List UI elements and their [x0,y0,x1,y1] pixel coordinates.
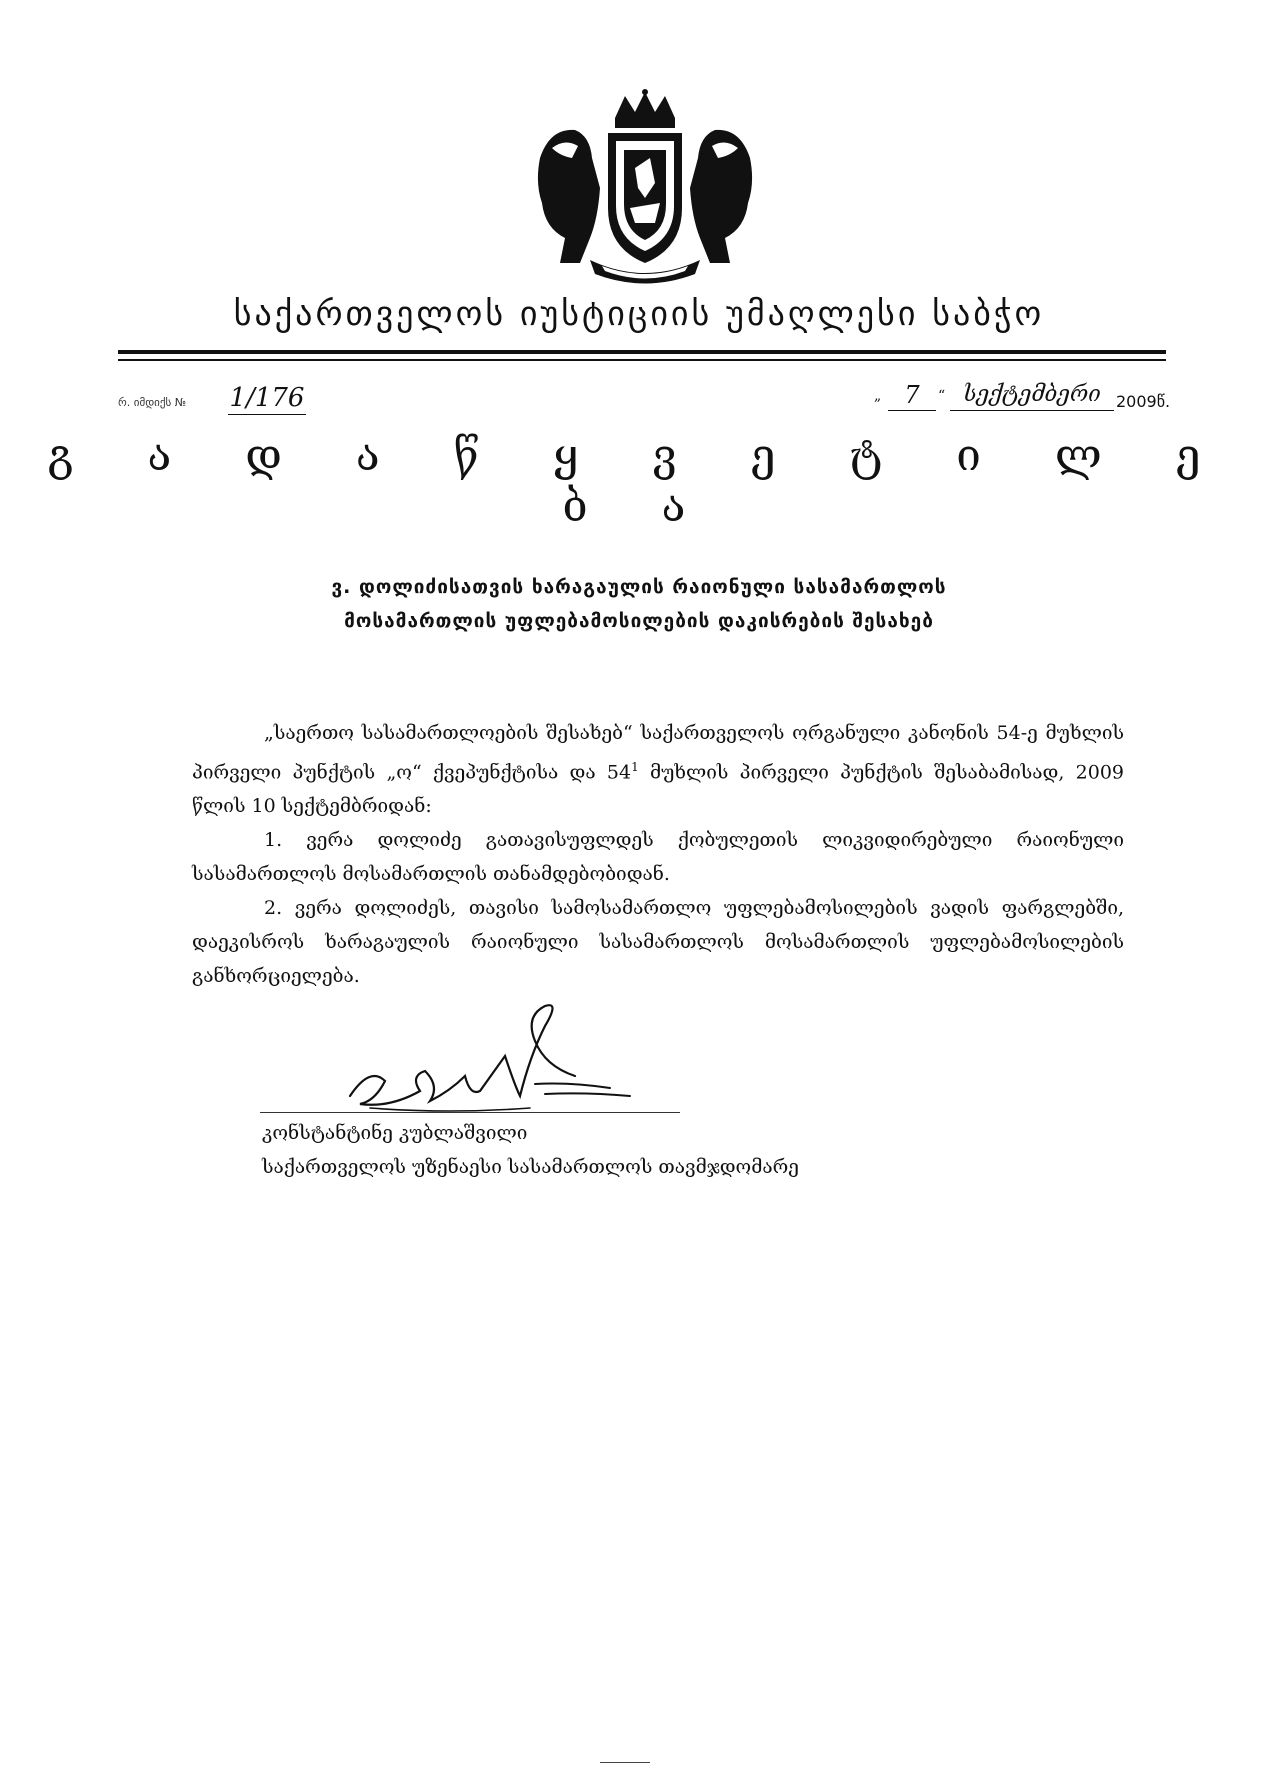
header-rule-thick [118,350,1166,354]
registration-label: რ. იმდიქს № [118,396,187,409]
signer-position: საქართველოს უზენაესი სასამართლოს თავმჯდომარე [262,1156,799,1178]
body-text [192,716,1124,993]
signer-name: კონსტანტინე კუბლაშვილი [262,1122,528,1144]
date-year: 2009წ. [1116,392,1171,411]
date-close-quote: “ [938,388,946,404]
decision-item-2: 2. ვერა დოლიძეს, თავისი სამოსამართლო უფლებამოსილების ვადის ფარგლებში, დაეკისროს ხარაგაულის რაიონული სასამართლოს მოსამართლის უფლებამოსილების განხორციელება. [192,897,1124,988]
subject-line-2: მოსამართლის უფლებამოსილების დაკისრების შესახებ [344,610,934,632]
intro-text-part2: მუხლის პირველი პუნქტის შესაბამისად, 2009 წლის 10 სექტემბრიდან: [192,761,1124,818]
date-month: სექტემბერი [950,380,1114,411]
subject-block [0,570,1278,638]
intro-paragraph [192,716,1124,823]
footer-dash [600,1762,650,1763]
intro-text-part1: „საერთო სასამართლოების შესახებ“ საქართველოს ორგანული კანონის 54-ე მუხლის პირველი პუნქტის „ო“ ქვეპუნქტისა და 54 [192,722,1124,784]
registration-number: 1/176 [229,383,305,413]
intro-superscript: 1 [631,760,639,774]
date-day: 7 [888,380,936,411]
document-type-heading: გ ა დ ა წ ყ ვ ე ტ ი ლ ე ბ ა [47,430,1231,532]
subject-line-1: ვ. დოლიძისათვის ხარაგაულის რაიონული სასამართლოს [331,576,947,598]
decision-item-1: 1. ვერა დოლიძე გათავისუფლდეს ქობულეთის ლიკვიდირებული რაიონული სასამართლოს მოსამართლის თანამდებობიდან. [192,829,1124,886]
date-open-quote: „ [874,388,882,404]
signature-line [260,1112,680,1113]
signer-block [262,1116,799,1184]
handwritten-signature [330,996,690,1126]
organization-title: საქართველოს იუსტიციის უმაღლესი საბჭო [233,294,1045,334]
footer-marks [0,1758,1278,1768]
header-rule-thin [118,359,1166,361]
coat-of-arms-emblem [520,88,770,288]
